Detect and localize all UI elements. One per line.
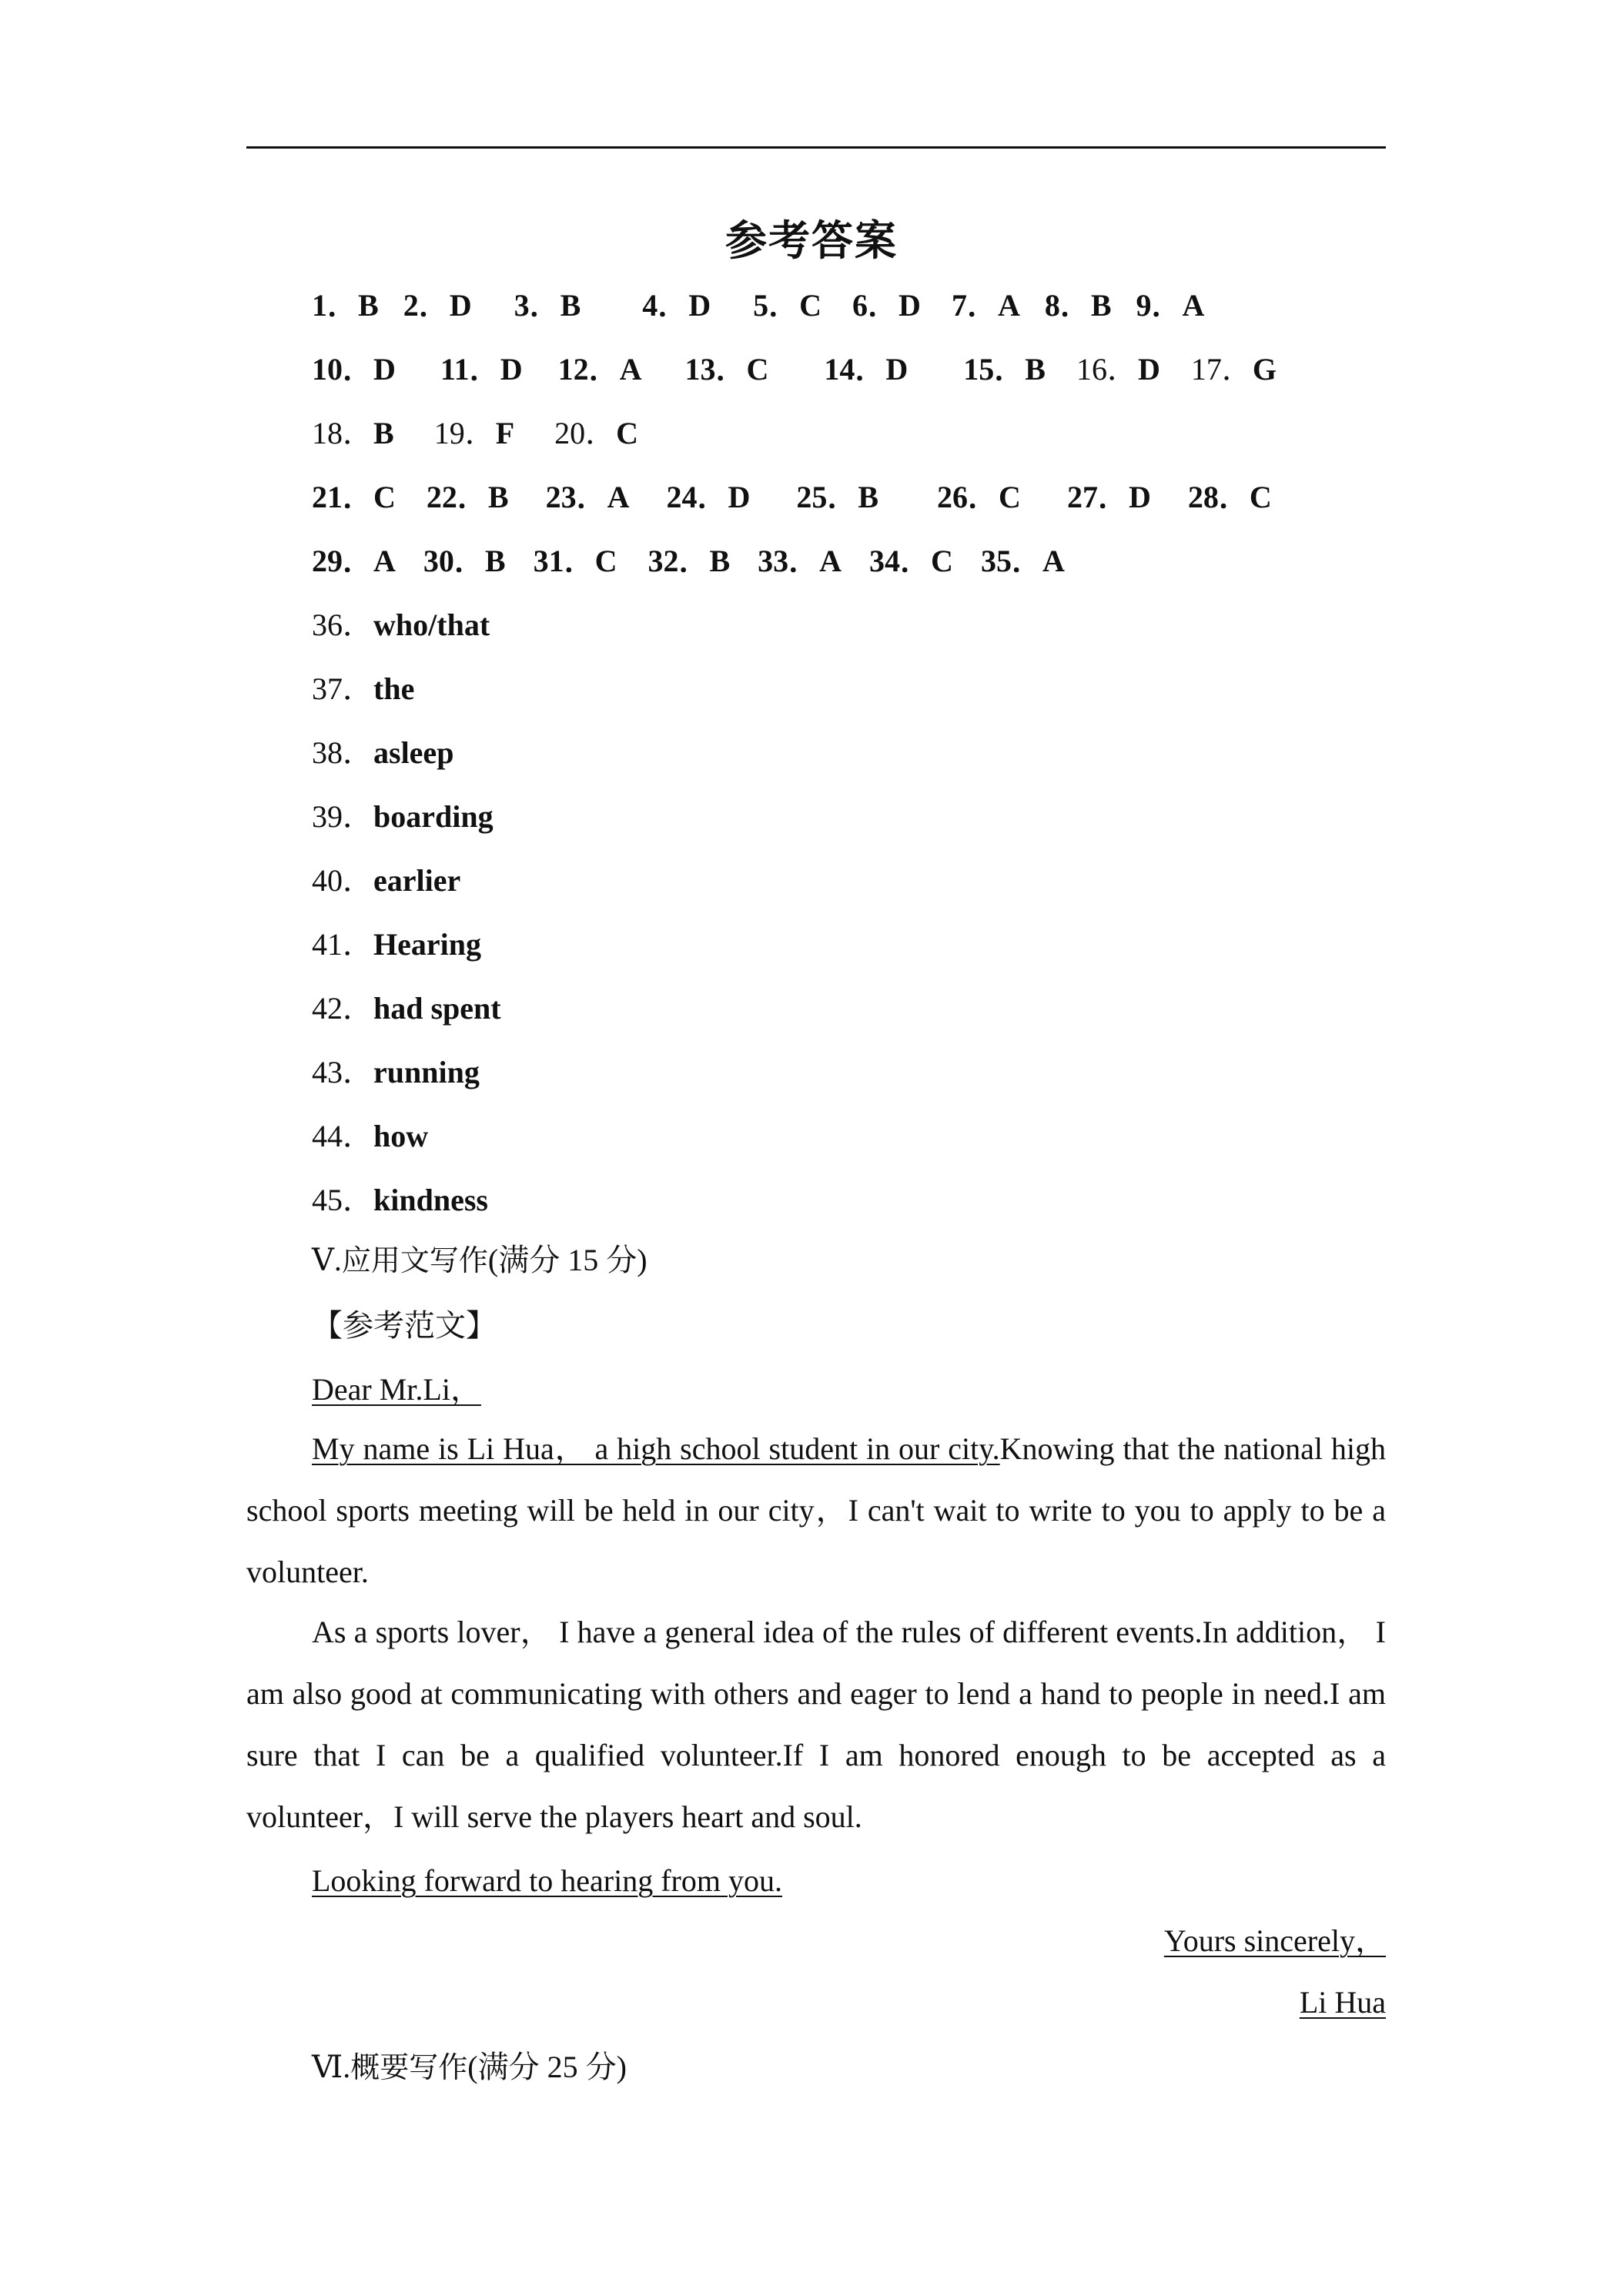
question-number: 5． [753, 288, 800, 323]
question-number: 4． [642, 288, 689, 323]
answer-letter: A [997, 288, 1020, 323]
answer-letter: B [709, 544, 731, 578]
answer-letter: C [931, 544, 953, 578]
answer-letter: B [484, 544, 506, 578]
header-rule [246, 146, 1386, 149]
answer-letter: B [358, 288, 379, 323]
letter-signoff: Yours sincerely， [1163, 1923, 1386, 1958]
answer-letter: C [616, 416, 639, 450]
fill-answer [312, 798, 494, 836]
answer-letter: B [858, 480, 879, 514]
mc-answer [558, 350, 642, 389]
mc-answer [642, 286, 711, 325]
question-number: 26． [937, 480, 999, 514]
mc-answer [440, 350, 523, 389]
question-number: 19． [433, 416, 496, 450]
mc-answer [981, 542, 1065, 581]
mc-answer [312, 350, 396, 389]
question-number: 44． [312, 1119, 373, 1153]
question-number: 39． [312, 799, 373, 834]
mc-answer [546, 478, 630, 517]
question-number: 36． [312, 607, 373, 642]
question-number: 31． [533, 544, 595, 578]
mc-row [312, 542, 1065, 581]
question-number: 2． [403, 288, 450, 323]
letter-closing-line: Looking forward to hearing from you. [312, 1863, 782, 1898]
question-number: 23． [545, 480, 607, 514]
answer-letter: D [728, 480, 751, 514]
answer-letter: B [487, 480, 509, 514]
fill-answer [312, 1053, 480, 1092]
fill-answer [312, 1181, 488, 1220]
answer-letter: G [1252, 352, 1277, 387]
question-number: 41． [312, 927, 373, 962]
mc-answer [796, 478, 878, 517]
question-number: 21． [312, 480, 373, 514]
answer-letter: F [495, 416, 515, 450]
question-number: 45． [312, 1183, 373, 1217]
question-number: 20． [554, 416, 617, 450]
answer-letter: C [594, 544, 617, 578]
question-number: 18． [312, 416, 373, 450]
mc-answer [869, 542, 953, 581]
question-number: 32． [648, 544, 710, 578]
question-number: 14． [824, 352, 886, 387]
mc-row [312, 350, 1277, 389]
answer-letter: C [1249, 480, 1272, 514]
letter-salutation: Dear Mr.Li， [312, 1372, 481, 1407]
answer-letter: C [799, 288, 822, 323]
answer-letter: D [688, 288, 711, 323]
mc-answer [1076, 350, 1160, 389]
fill-answer [312, 670, 414, 708]
question-number: 42． [312, 991, 373, 1026]
section-5-heading: Ⅴ.应用文写作(满分 15 分) [312, 1243, 648, 1277]
fill-answer [312, 606, 490, 644]
question-number: 27． [1066, 480, 1129, 514]
answer-text: Hearing [373, 927, 481, 962]
mc-answer [952, 286, 1020, 325]
answer-letter: A [619, 352, 642, 387]
question-number: 43． [312, 1055, 373, 1089]
answer-letter: D [373, 352, 396, 387]
answer-text: had spent [373, 991, 501, 1026]
mc-answer [312, 478, 396, 517]
question-number: 33． [758, 544, 820, 578]
mc-row [312, 414, 638, 453]
fill-answer [312, 925, 481, 964]
question-number: 16． [1076, 352, 1138, 387]
mc-answer [824, 350, 908, 389]
question-number: 11． [440, 352, 500, 387]
answer-text: kindness [373, 1183, 488, 1217]
letter-signature: Li Hua [1299, 1985, 1386, 2020]
mc-answer [312, 542, 396, 581]
mc-answer [684, 350, 768, 389]
letter-paragraph-2: As a sports lover， I have a general idea of the rules of different events.In addition， I am also good at communicating with others and eager to lend a hand to people in need.I am sure that I can be a qualified volunteer.If I am honored enough to be accepted as a volunteer，I will serve the players heart and soul. [246, 1615, 1386, 1834]
question-number: 15． [963, 352, 1026, 387]
mc-answer [1045, 286, 1112, 325]
answer-letter: B [1025, 352, 1046, 387]
question-number: 22． [426, 480, 488, 514]
answer-letter: D [500, 352, 523, 387]
mc-answer [963, 350, 1046, 389]
answer-text: who/that [373, 607, 490, 642]
fill-answer [312, 1117, 428, 1156]
answer-text: how [373, 1119, 429, 1153]
answer-letter: A [1182, 288, 1205, 323]
mc-answer [434, 414, 514, 453]
fill-answer [312, 862, 460, 900]
question-number: 3． [514, 288, 561, 323]
mc-answer [648, 542, 730, 581]
mc-answer [312, 286, 379, 325]
mc-answer [753, 286, 822, 325]
fill-answer [312, 734, 453, 772]
question-number: 6． [852, 288, 899, 323]
answer-letter: D [449, 288, 472, 323]
question-number: 17． [1190, 352, 1253, 387]
question-number: 13． [684, 352, 747, 387]
section-6-heading: Ⅵ.概要写作(满分 25 分) [312, 2050, 627, 2084]
mc-answer [1067, 478, 1151, 517]
question-number: 35． [980, 544, 1042, 578]
mc-answer [427, 478, 509, 517]
question-number: 37． [312, 671, 373, 706]
mc-answer [423, 542, 506, 581]
question-number: 1． [312, 288, 358, 323]
answer-letter: C [373, 480, 396, 514]
mc-answer [312, 414, 394, 453]
answer-letter: C [999, 480, 1021, 514]
mc-answer [937, 478, 1021, 517]
answer-letter: A [373, 544, 396, 578]
answer-text: asleep [373, 735, 454, 770]
answer-text: earlier [373, 863, 461, 898]
mc-row [312, 478, 1272, 517]
question-number: 29． [312, 544, 373, 578]
answer-letter: D [899, 288, 921, 323]
mc-answer [403, 286, 472, 325]
question-number: 38． [312, 735, 373, 770]
question-number: 7． [951, 288, 998, 323]
answer-letter: B [373, 416, 394, 450]
mc-answer [1188, 478, 1272, 517]
mc-answer [514, 286, 581, 325]
question-number: 30． [423, 544, 485, 578]
question-number: 12． [557, 352, 620, 387]
mc-answer [534, 542, 617, 581]
question-number: 28． [1187, 480, 1250, 514]
answer-letter: D [885, 352, 909, 387]
mc-answer [666, 478, 750, 517]
question-number: 9． [1136, 288, 1183, 323]
answer-letter: D [1128, 480, 1151, 514]
mc-answer [1136, 286, 1205, 325]
question-number: 25． [796, 480, 858, 514]
answer-letter: B [560, 288, 581, 323]
question-number: 34． [869, 544, 932, 578]
answer-text: the [373, 671, 415, 706]
question-number: 10． [312, 352, 373, 387]
answer-letter: C [746, 352, 769, 387]
mc-answer [852, 286, 921, 325]
sample-heading: 【参考范文】 [312, 1308, 497, 1344]
mc-answer [758, 542, 842, 581]
answer-letter: A [1042, 544, 1065, 578]
answer-letter: A [819, 544, 842, 578]
answer-letter: D [1137, 352, 1160, 387]
letter-paragraph-1: My name is Li Hua， a high school student in our city.Knowing that the national high school sports meeting will be held in our city，I can't wait to write to you to apply to be a volunteer. [246, 1431, 1387, 1589]
question-number: 24． [666, 480, 728, 514]
answer-text: boarding [373, 799, 494, 834]
question-number: 8． [1044, 288, 1091, 323]
page-title: 参考答案 [725, 216, 898, 265]
mc-answer [554, 414, 638, 453]
question-number: 40． [312, 863, 373, 898]
mc-answer [1191, 350, 1277, 389]
fill-answer [312, 989, 501, 1028]
mc-row [312, 286, 1204, 325]
answer-letter: A [607, 480, 630, 514]
answer-letter: B [1090, 288, 1112, 323]
answer-text: running [373, 1055, 480, 1089]
